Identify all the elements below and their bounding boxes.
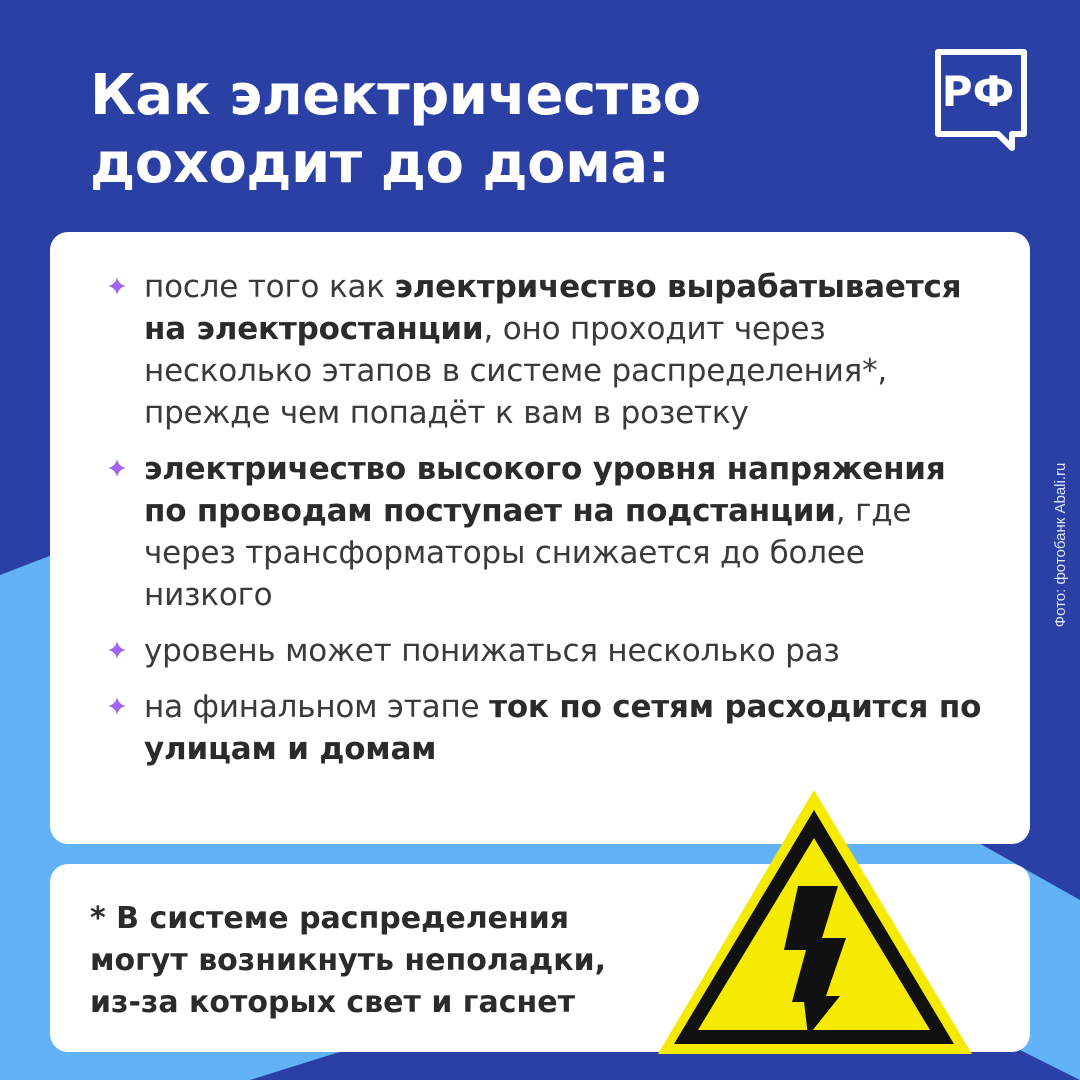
bullet-text-bold: электричество высокого уровня напряжения по проводам поступает на подстанции [144,451,946,529]
bullet-text: на финальном этапе [144,689,490,725]
footnote-line-1: * В системе распределения [90,901,570,936]
bullet-item [50,686,1030,770]
bullet-text-bold: электричество вырабатывается на электростанции [144,269,962,347]
bullet-list [50,266,1030,784]
bullet-item [50,448,1030,616]
bullet-item [50,266,1030,434]
title-line-1: Как электричество [90,63,701,128]
logo-text: РФ [941,67,1015,116]
rf-logo-icon [928,48,1032,154]
high-voltage-warning-icon [656,788,974,1058]
bullet-text-bold: ток по сетям расходится по улицам и домам [144,689,982,767]
info-card [50,232,1030,844]
footnote-line-3: из-за которых свет и гаснет [90,985,575,1020]
bullet-text: , где через трансформаторы снижается до более низкого [144,493,912,613]
bullet-text: после того как [144,269,395,305]
diamond-bullet-icon [108,277,126,295]
diamond-bullet-icon [108,459,126,477]
photo-credit: Фото: фотобанк Abali.ru [1052,462,1069,628]
diamond-bullet-icon [108,641,126,659]
footnote-line-2: могут возникнуть неполадки, [90,943,607,978]
footnote-text [90,898,710,1024]
bullet-text: уровень может понижаться несколько раз [144,633,840,669]
bullet-item [50,630,1030,672]
bullet-text: , оно проходит через несколько этапов в системе распределения*, прежде чем попадёт к вам в розетку [144,311,888,431]
diamond-bullet-icon [108,697,126,715]
page-title [90,62,850,198]
title-line-2: доходит до дома: [90,131,670,196]
